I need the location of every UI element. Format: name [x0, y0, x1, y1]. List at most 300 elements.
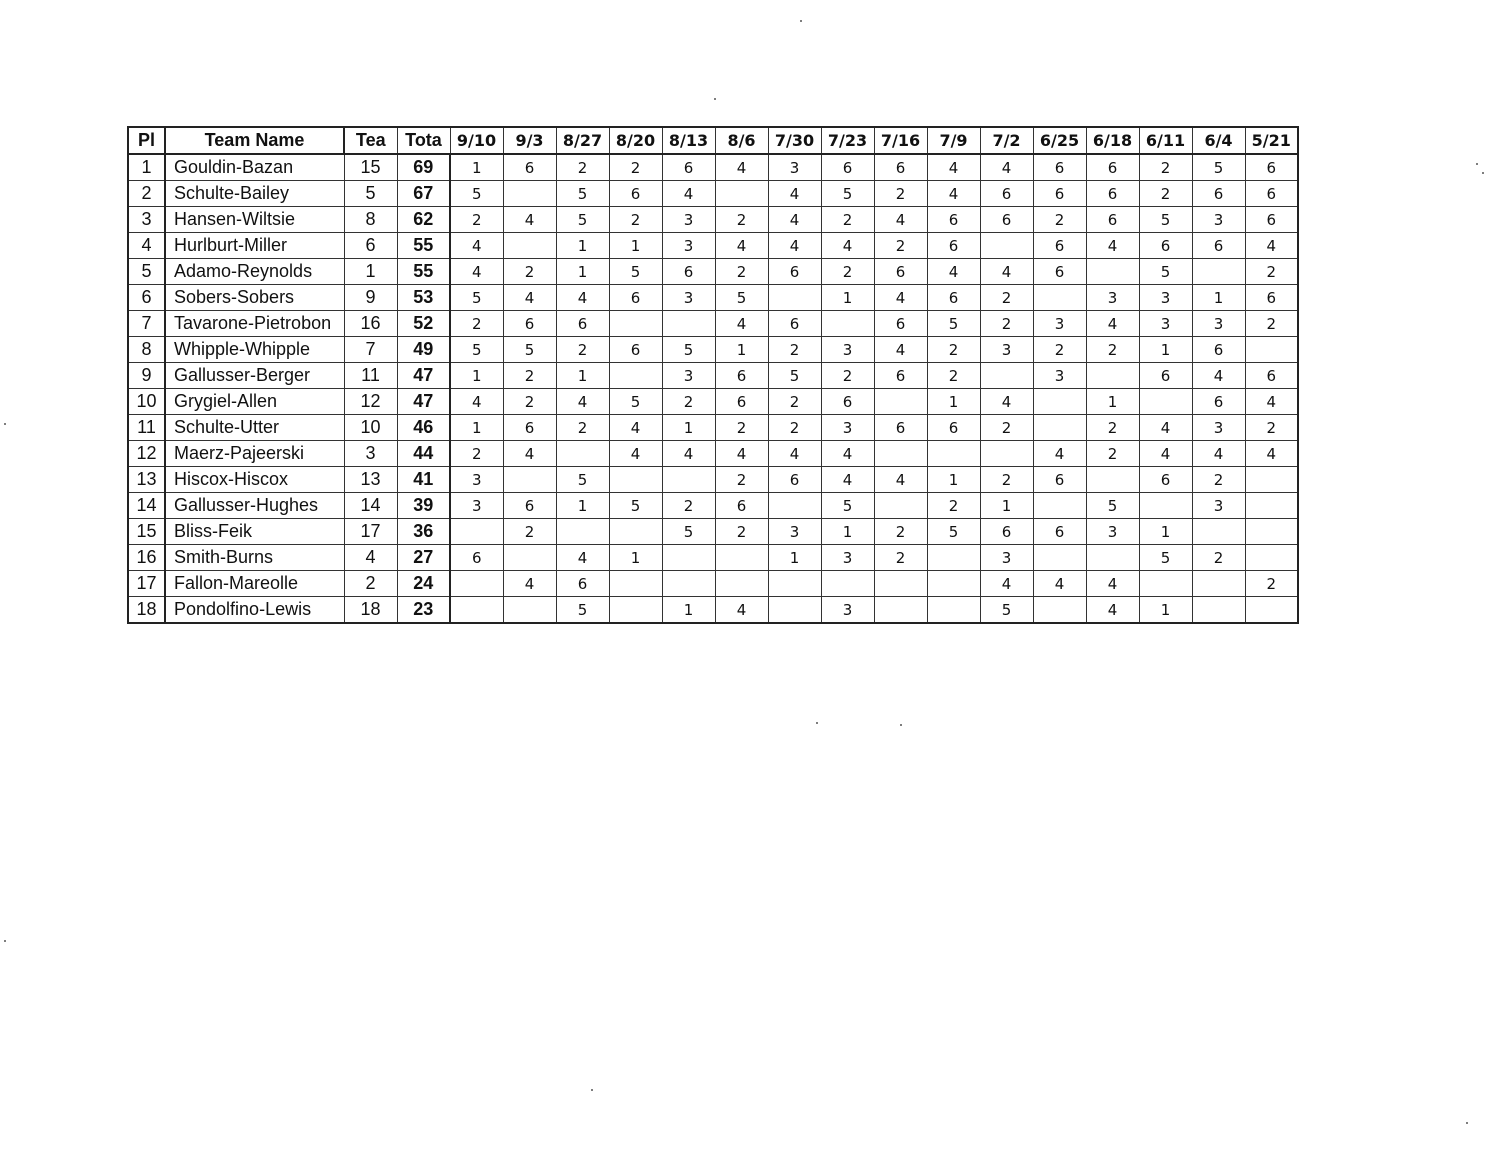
place-cell: 18: [128, 597, 165, 624]
table-row: [128, 259, 1298, 285]
score-cell: 2: [821, 207, 874, 233]
score-cell: 5: [927, 519, 980, 545]
score-cell: 1: [556, 493, 609, 519]
score-cell: 2: [450, 311, 503, 337]
total-cell: 52: [397, 311, 450, 337]
total-header: Tota: [397, 127, 450, 154]
score-cell: 5: [1139, 545, 1192, 571]
total-cell: 27: [397, 545, 450, 571]
score-cell: 4: [715, 154, 768, 181]
team-name-cell: Bliss-Feik: [165, 519, 344, 545]
score-cell: 2: [1245, 311, 1298, 337]
score-cell: 2: [1192, 467, 1245, 493]
total-cell: 23: [397, 597, 450, 624]
score-cell: [609, 519, 662, 545]
total-cell: 62: [397, 207, 450, 233]
score-cell: 2: [1245, 415, 1298, 441]
scan-speck: [816, 722, 818, 724]
score-cell: 2: [874, 545, 927, 571]
score-cell: 4: [715, 233, 768, 259]
score-cell: [980, 363, 1033, 389]
team-name-cell: Schulte-Bailey: [165, 181, 344, 207]
place-cell: 12: [128, 441, 165, 467]
team-name-cell: Schulte-Utter: [165, 415, 344, 441]
score-cell: 2: [874, 181, 927, 207]
score-cell: [1139, 493, 1192, 519]
score-cell: 3: [821, 597, 874, 624]
score-cell: 5: [1139, 207, 1192, 233]
score-cell: 2: [980, 285, 1033, 311]
score-cell: [1033, 597, 1086, 624]
score-cell: 4: [1192, 441, 1245, 467]
score-cell: [927, 545, 980, 571]
score-cell: 2: [662, 389, 715, 415]
place-cell: 1: [128, 154, 165, 181]
score-cell: 6: [1086, 154, 1139, 181]
total-cell: 47: [397, 363, 450, 389]
team-name-cell: Hurlburt-Miller: [165, 233, 344, 259]
score-cell: 4: [503, 207, 556, 233]
score-cell: 6: [980, 181, 1033, 207]
date-header: 6/11: [1139, 127, 1192, 154]
total-cell: 55: [397, 233, 450, 259]
score-cell: 4: [503, 571, 556, 597]
place-cell: 17: [128, 571, 165, 597]
score-cell: 6: [556, 311, 609, 337]
score-cell: 6: [503, 493, 556, 519]
scan-speck: [900, 724, 902, 726]
score-cell: 2: [1033, 207, 1086, 233]
score-cell: 5: [556, 181, 609, 207]
score-cell: 6: [874, 363, 927, 389]
score-cell: [1033, 545, 1086, 571]
score-cell: 6: [980, 207, 1033, 233]
date-header: 8/6: [715, 127, 768, 154]
score-cell: 6: [1033, 519, 1086, 545]
total-cell: 44: [397, 441, 450, 467]
score-cell: [715, 545, 768, 571]
team-name-cell: Fallon-Mareolle: [165, 571, 344, 597]
score-cell: 1: [1139, 337, 1192, 363]
scan-speck: [1482, 172, 1484, 174]
place-cell: 5: [128, 259, 165, 285]
score-cell: [821, 311, 874, 337]
score-cell: 1: [662, 415, 715, 441]
score-cell: 3: [821, 545, 874, 571]
score-cell: 6: [609, 285, 662, 311]
scan-speck: [1466, 1122, 1468, 1124]
team-number-cell: 5: [344, 181, 397, 207]
score-cell: 4: [662, 441, 715, 467]
date-header: 7/30: [768, 127, 821, 154]
score-cell: 4: [874, 467, 927, 493]
score-cell: 5: [768, 363, 821, 389]
score-cell: [609, 363, 662, 389]
score-cell: 2: [715, 415, 768, 441]
score-cell: 4: [1245, 233, 1298, 259]
score-cell: 2: [821, 363, 874, 389]
score-cell: 3: [1139, 311, 1192, 337]
score-cell: 4: [1139, 441, 1192, 467]
team-name-cell: Hansen-Wiltsie: [165, 207, 344, 233]
table-body: [128, 154, 1298, 623]
score-cell: 3: [450, 467, 503, 493]
place-cell: 15: [128, 519, 165, 545]
score-cell: [715, 571, 768, 597]
score-cell: 6: [1192, 337, 1245, 363]
table-row: [128, 311, 1298, 337]
score-cell: 6: [1245, 285, 1298, 311]
score-cell: 6: [874, 154, 927, 181]
team-name-cell: Gallusser-Berger: [165, 363, 344, 389]
score-cell: 4: [980, 571, 1033, 597]
score-cell: [1245, 467, 1298, 493]
score-cell: 2: [980, 467, 1033, 493]
team-name-cell: Hiscox-Hiscox: [165, 467, 344, 493]
score-cell: 5: [556, 207, 609, 233]
score-cell: 2: [556, 154, 609, 181]
score-cell: 1: [927, 389, 980, 415]
team-number-cell: 4: [344, 545, 397, 571]
scan-speck: [4, 940, 6, 942]
score-cell: [980, 441, 1033, 467]
score-cell: 3: [1192, 415, 1245, 441]
score-cell: 6: [768, 467, 821, 493]
score-cell: [768, 493, 821, 519]
score-cell: 2: [980, 311, 1033, 337]
score-cell: 6: [1245, 154, 1298, 181]
score-cell: [662, 311, 715, 337]
score-cell: [927, 571, 980, 597]
score-cell: 5: [450, 181, 503, 207]
score-cell: 6: [662, 259, 715, 285]
score-cell: 2: [450, 207, 503, 233]
score-cell: 3: [1139, 285, 1192, 311]
table-row: [128, 415, 1298, 441]
total-cell: 53: [397, 285, 450, 311]
header-row: [128, 127, 1298, 154]
table-row: [128, 181, 1298, 207]
score-cell: 2: [503, 259, 556, 285]
place-cell: 14: [128, 493, 165, 519]
score-cell: [980, 233, 1033, 259]
score-cell: [1033, 389, 1086, 415]
score-cell: [1192, 597, 1245, 624]
place-cell: 9: [128, 363, 165, 389]
place-cell: 16: [128, 545, 165, 571]
score-cell: 1: [768, 545, 821, 571]
score-cell: [1192, 519, 1245, 545]
team-number-cell: 9: [344, 285, 397, 311]
team-number-cell: 18: [344, 597, 397, 624]
score-cell: 3: [1192, 311, 1245, 337]
team-number-header: Tea: [344, 127, 397, 154]
score-cell: 2: [1086, 441, 1139, 467]
score-cell: 2: [1245, 571, 1298, 597]
score-cell: 1: [927, 467, 980, 493]
total-cell: 36: [397, 519, 450, 545]
team-number-cell: 6: [344, 233, 397, 259]
place-cell: 2: [128, 181, 165, 207]
score-cell: 5: [609, 493, 662, 519]
score-cell: 1: [821, 519, 874, 545]
score-cell: 2: [874, 233, 927, 259]
table-row: [128, 493, 1298, 519]
score-cell: 6: [1033, 259, 1086, 285]
score-cell: 2: [1139, 181, 1192, 207]
score-cell: 5: [556, 467, 609, 493]
score-cell: 2: [609, 154, 662, 181]
score-cell: 6: [1033, 181, 1086, 207]
place-cell: 8: [128, 337, 165, 363]
score-cell: 2: [715, 259, 768, 285]
score-cell: 4: [821, 233, 874, 259]
score-cell: 6: [1139, 233, 1192, 259]
score-cell: [1245, 337, 1298, 363]
team-name-cell: Smith-Burns: [165, 545, 344, 571]
date-header: 8/20: [609, 127, 662, 154]
score-cell: 4: [556, 389, 609, 415]
team-number-cell: 8: [344, 207, 397, 233]
score-cell: [1086, 363, 1139, 389]
place-cell: 10: [128, 389, 165, 415]
total-cell: 24: [397, 571, 450, 597]
score-cell: [1245, 545, 1298, 571]
score-cell: 6: [503, 415, 556, 441]
score-cell: 4: [927, 259, 980, 285]
score-cell: 6: [927, 233, 980, 259]
score-cell: 6: [768, 259, 821, 285]
score-cell: 4: [1086, 571, 1139, 597]
score-cell: 3: [662, 207, 715, 233]
total-cell: 49: [397, 337, 450, 363]
total-cell: 41: [397, 467, 450, 493]
score-cell: 6: [662, 154, 715, 181]
score-cell: 6: [927, 285, 980, 311]
score-cell: [1139, 389, 1192, 415]
score-cell: 2: [1192, 545, 1245, 571]
team-name-cell: Whipple-Whipple: [165, 337, 344, 363]
score-cell: 2: [715, 519, 768, 545]
table-row: [128, 207, 1298, 233]
score-cell: 2: [821, 259, 874, 285]
score-cell: 5: [927, 311, 980, 337]
score-cell: 3: [768, 154, 821, 181]
score-cell: 6: [503, 311, 556, 337]
score-cell: 6: [1139, 467, 1192, 493]
score-cell: 3: [662, 363, 715, 389]
score-cell: 4: [768, 207, 821, 233]
score-cell: 6: [609, 181, 662, 207]
score-cell: 4: [450, 259, 503, 285]
score-cell: [1033, 493, 1086, 519]
scan-speck: [591, 1089, 593, 1091]
score-cell: 6: [1192, 181, 1245, 207]
score-cell: 5: [1086, 493, 1139, 519]
table-row: [128, 337, 1298, 363]
place-cell: 7: [128, 311, 165, 337]
score-cell: 6: [609, 337, 662, 363]
place-cell: 4: [128, 233, 165, 259]
score-cell: 2: [1086, 415, 1139, 441]
score-cell: 6: [1086, 207, 1139, 233]
score-cell: 6: [874, 415, 927, 441]
table-row: [128, 154, 1298, 181]
score-cell: [1139, 571, 1192, 597]
team-number-cell: 13: [344, 467, 397, 493]
score-cell: 5: [450, 337, 503, 363]
score-cell: [450, 571, 503, 597]
place-header: Pl: [128, 127, 165, 154]
score-cell: [874, 389, 927, 415]
score-cell: [503, 597, 556, 624]
date-header: 9/10: [450, 127, 503, 154]
score-cell: 6: [1192, 389, 1245, 415]
score-cell: 3: [1033, 363, 1086, 389]
score-cell: 5: [450, 285, 503, 311]
score-cell: 4: [1192, 363, 1245, 389]
total-cell: 46: [397, 415, 450, 441]
score-cell: 6: [715, 493, 768, 519]
score-cell: 4: [1086, 233, 1139, 259]
place-cell: 11: [128, 415, 165, 441]
score-cell: [503, 233, 556, 259]
score-cell: 6: [927, 415, 980, 441]
score-cell: 3: [821, 415, 874, 441]
score-cell: 5: [609, 259, 662, 285]
score-cell: 6: [715, 389, 768, 415]
score-cell: 2: [927, 337, 980, 363]
score-cell: 6: [1139, 363, 1192, 389]
team-name-cell: Pondolfino-Lewis: [165, 597, 344, 624]
score-cell: 3: [1086, 519, 1139, 545]
team-name-cell: Gouldin-Bazan: [165, 154, 344, 181]
team-number-cell: 14: [344, 493, 397, 519]
score-cell: [874, 493, 927, 519]
standings-table: [127, 126, 1299, 624]
total-cell: 39: [397, 493, 450, 519]
score-cell: [768, 571, 821, 597]
score-cell: 6: [450, 545, 503, 571]
score-cell: 4: [980, 259, 1033, 285]
score-cell: 3: [980, 545, 1033, 571]
table-row: [128, 389, 1298, 415]
score-cell: 4: [609, 441, 662, 467]
place-cell: 3: [128, 207, 165, 233]
score-cell: 4: [927, 154, 980, 181]
score-cell: 4: [768, 441, 821, 467]
score-cell: 4: [1245, 389, 1298, 415]
date-header: 8/27: [556, 127, 609, 154]
date-header: 7/16: [874, 127, 927, 154]
table-row: [128, 545, 1298, 571]
score-cell: 1: [980, 493, 1033, 519]
table-row: [128, 285, 1298, 311]
score-cell: [1033, 415, 1086, 441]
score-cell: 3: [1033, 311, 1086, 337]
scan-speck: [1476, 163, 1478, 165]
score-cell: 4: [1033, 441, 1086, 467]
score-cell: [450, 519, 503, 545]
score-cell: 2: [715, 207, 768, 233]
score-cell: 1: [821, 285, 874, 311]
table-row: [128, 441, 1298, 467]
score-cell: 4: [715, 311, 768, 337]
score-cell: 4: [715, 597, 768, 624]
date-header: 6/18: [1086, 127, 1139, 154]
date-header: 6/4: [1192, 127, 1245, 154]
score-cell: [1245, 597, 1298, 624]
score-cell: 2: [503, 389, 556, 415]
team-number-cell: 3: [344, 441, 397, 467]
score-cell: [662, 571, 715, 597]
score-cell: [556, 441, 609, 467]
score-cell: 6: [927, 207, 980, 233]
score-cell: 4: [662, 181, 715, 207]
score-cell: 4: [1086, 311, 1139, 337]
score-cell: [503, 545, 556, 571]
score-cell: 6: [768, 311, 821, 337]
score-cell: 2: [768, 389, 821, 415]
score-cell: 1: [450, 154, 503, 181]
score-cell: 3: [662, 285, 715, 311]
team-name-cell: Gallusser-Hughes: [165, 493, 344, 519]
score-cell: 4: [503, 285, 556, 311]
score-cell: 5: [556, 597, 609, 624]
team-number-cell: 16: [344, 311, 397, 337]
score-cell: [821, 571, 874, 597]
score-cell: [556, 519, 609, 545]
date-header: 9/3: [503, 127, 556, 154]
score-cell: 2: [927, 363, 980, 389]
score-cell: 5: [1139, 259, 1192, 285]
score-cell: 4: [980, 389, 1033, 415]
score-cell: 3: [1086, 285, 1139, 311]
team-number-cell: 17: [344, 519, 397, 545]
score-cell: 1: [609, 545, 662, 571]
score-cell: 1: [450, 415, 503, 441]
score-cell: 5: [1192, 154, 1245, 181]
score-cell: [450, 597, 503, 624]
team-name-cell: Maerz-Pajeerski: [165, 441, 344, 467]
score-cell: 5: [662, 519, 715, 545]
score-cell: 1: [609, 233, 662, 259]
score-cell: [1245, 519, 1298, 545]
total-cell: 55: [397, 259, 450, 285]
score-cell: [662, 467, 715, 493]
score-cell: 6: [1192, 233, 1245, 259]
table-row: [128, 519, 1298, 545]
score-cell: 4: [1033, 571, 1086, 597]
score-cell: 2: [503, 363, 556, 389]
score-cell: 5: [662, 337, 715, 363]
score-cell: 2: [609, 207, 662, 233]
score-cell: 1: [715, 337, 768, 363]
score-cell: 6: [1086, 181, 1139, 207]
score-cell: 5: [821, 493, 874, 519]
score-cell: 4: [450, 233, 503, 259]
score-cell: 4: [768, 181, 821, 207]
score-cell: 6: [1245, 363, 1298, 389]
score-cell: 4: [1139, 415, 1192, 441]
total-cell: 47: [397, 389, 450, 415]
score-cell: 6: [821, 154, 874, 181]
score-cell: 4: [874, 285, 927, 311]
place-cell: 6: [128, 285, 165, 311]
score-cell: [609, 571, 662, 597]
score-cell: 4: [715, 441, 768, 467]
score-cell: 2: [768, 415, 821, 441]
